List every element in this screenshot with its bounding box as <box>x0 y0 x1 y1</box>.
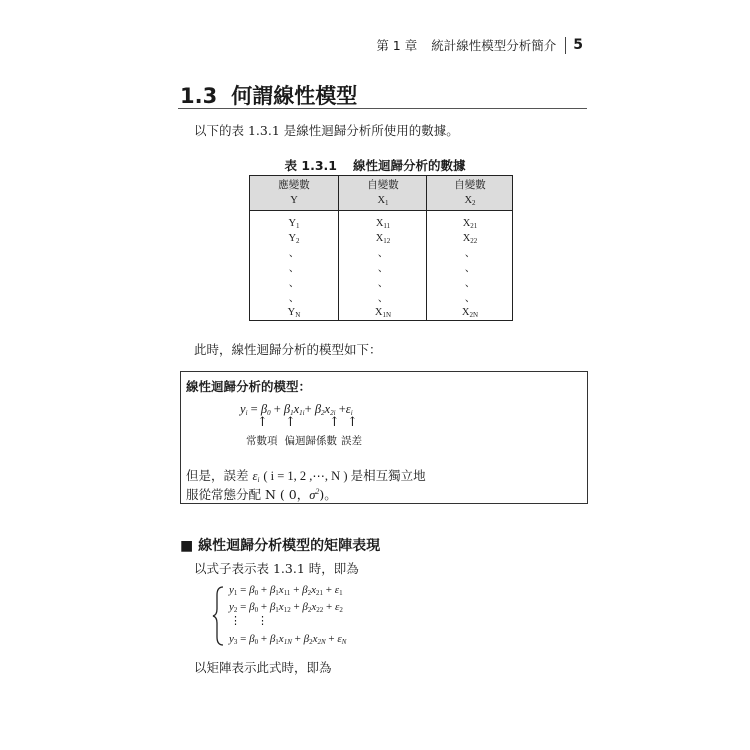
matrix-intro: 以式子表示表 1.3.1 時，即為 <box>194 561 359 576</box>
heading-rule <box>178 108 587 109</box>
arrow-up-icon: ↑ <box>329 415 340 430</box>
table-caption-title: 線性迴歸分析的數據 <box>352 158 466 173</box>
header-variable: Y <box>290 195 298 206</box>
ellipsis-mark: 、 <box>377 292 389 304</box>
table-cell: $X_{22}$ <box>462 233 478 245</box>
table-cell: $X_{21}$ <box>462 218 478 230</box>
table-column-x2 <box>426 176 513 320</box>
ellipsis-mark: 、 <box>288 292 300 304</box>
ellipsis-mark: 、 <box>464 262 476 274</box>
header-label: 自變數 <box>367 179 399 191</box>
ellipsis-mark: 、 <box>377 247 389 259</box>
model-box-title: 線性迴歸分析的模型： <box>186 379 312 394</box>
table-cell: $X_{1N}$ <box>374 307 392 319</box>
arrow-up-icon: ↑ <box>257 415 268 430</box>
ellipsis-mark: 、 <box>464 247 476 259</box>
table-cell: $Y_1$ <box>288 218 300 230</box>
label-partial-coefficient: 偏迴歸係數 <box>284 435 337 447</box>
chapter-number: 第 1 章 <box>376 38 418 53</box>
model-term-labels <box>246 433 362 448</box>
arrow-up-icon: ↑ <box>285 415 296 430</box>
label-constant: 常數項 <box>246 435 278 447</box>
table-cell: $Y_N$ <box>287 307 301 319</box>
ellipsis-mark: 、 <box>464 292 476 304</box>
model-equation: $y_i = \beta_0 + \beta_1x_{1i}+ \beta_2x_{2i} +\varepsilon_i$ <box>240 402 353 417</box>
header-variable: $X_2$ <box>464 195 476 207</box>
model-note-line1: 但是，誤差 $\varepsilon_i$ ( i = 1, 2 ,⋯, N ) 是相互獨立地 <box>186 468 426 484</box>
section-heading <box>180 80 357 110</box>
header-label: 應變數 <box>278 179 310 191</box>
equation-row-2: $y_2 = \beta_0 + \beta_1x_{12} + \beta_2x_{22} + \varepsilon_2$ <box>229 601 343 614</box>
ellipsis-mark: 、 <box>464 277 476 289</box>
ellipsis-mark: 、 <box>377 277 389 289</box>
ellipsis-mark: 、 <box>288 247 300 259</box>
label-error: 誤差 <box>341 435 362 447</box>
header-variable: $X_1$ <box>377 195 389 207</box>
ellipsis-mark: 、 <box>288 277 300 289</box>
running-header <box>376 36 583 54</box>
table-caption <box>0 156 750 174</box>
table-column-y <box>250 176 338 320</box>
matrix-outro: 以矩陣表示此式時，即為 <box>194 660 332 675</box>
model-note-line2: 服從常態分配 N ( 0，$\sigma^2$)。 <box>186 487 337 502</box>
table-caption-label: 表 1.3.1 <box>284 158 337 173</box>
vertical-ellipsis: ⋮ <box>257 614 268 627</box>
header-label: 自變數 <box>454 179 486 191</box>
model-intro: 此時，線性迴歸分析的模型如下： <box>194 342 382 357</box>
intro-paragraph: 以下的表 1.3.1 是線性迴歸分析所使用的數據。 <box>194 123 459 138</box>
table-column-x1 <box>338 176 427 320</box>
section-title: 何謂線性模型 <box>231 84 358 108</box>
ellipsis-mark: 、 <box>377 262 389 274</box>
left-brace-icon <box>212 585 226 647</box>
section-number: 1.3 <box>180 84 218 108</box>
ellipsis-mark: 、 <box>288 262 300 274</box>
square-bullet-icon: ■ <box>180 538 194 554</box>
table-cell: $X_{11}$ <box>375 218 391 230</box>
subsection-heading <box>180 535 380 555</box>
header-divider <box>565 37 566 54</box>
table-cell: $X_{12}$ <box>375 233 391 245</box>
equation-row-n: $y_3 = \beta_0 + \beta_1x_{1N} + \beta_2x_{2N} + \varepsilon_N$ <box>229 633 347 646</box>
subsection-title: 線性迴歸分析模型的矩陣表現 <box>198 538 381 554</box>
table-cell: $X_{2N}$ <box>461 307 479 319</box>
vertical-ellipsis: ⋮ <box>230 614 241 627</box>
chapter-title: 統計線性模型分析簡介 <box>431 38 557 53</box>
arrow-up-icon: ↑ <box>347 415 358 430</box>
page-number: 5 <box>573 37 583 53</box>
data-table <box>249 175 513 321</box>
table-cell: $Y_2$ <box>288 233 300 245</box>
equation-row-1: $y_1 = \beta_0 + \beta_1x_{11} + \beta_2x_{21} + \varepsilon_1$ <box>229 584 343 597</box>
